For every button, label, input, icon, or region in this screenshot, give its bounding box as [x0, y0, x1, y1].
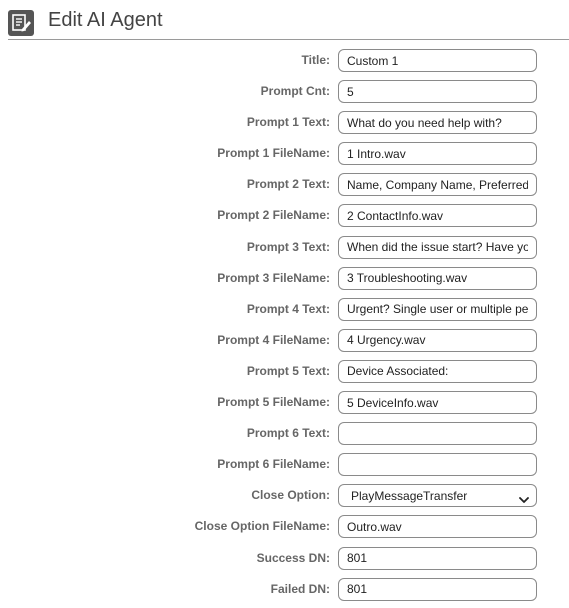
form-row-prompt-5-filename [0, 389, 569, 420]
failed-dn-label: Failed DN: [270, 581, 330, 596]
form-row-close-option [0, 482, 569, 513]
form-row-prompt-1-text [0, 109, 569, 140]
close-option-filename-input[interactable] [338, 515, 537, 538]
page-header [8, 6, 569, 40]
prompt-1-filename-label: Prompt 1 FileName: [217, 146, 330, 161]
form-row-title [0, 47, 569, 78]
prompt-3-filename-label: Prompt 3 FileName: [217, 270, 330, 285]
form-row-prompt-5-text [0, 358, 569, 389]
form-row-prompt-4-text [0, 296, 569, 327]
form-row-prompt-3-filename [0, 265, 569, 296]
prompt-6-text-label: Prompt 6 Text: [246, 426, 330, 441]
form-row-prompt-cnt [0, 78, 569, 109]
form-row-prompt-2-filename [0, 202, 569, 233]
form-row-prompt-6-filename [0, 451, 569, 482]
prompt-6-filename-label: Prompt 6 FileName: [217, 457, 330, 472]
prompt-5-text-label: Prompt 5 Text: [246, 363, 330, 378]
prompt-3-filename-input[interactable] [338, 267, 537, 290]
page-title: Edit AI Agent [48, 9, 163, 31]
close-option-label: Close Option: [251, 488, 330, 503]
prompt-2-text-input[interactable] [338, 173, 537, 196]
form-row-failed-dn [0, 576, 569, 607]
form-row-prompt-3-text [0, 234, 569, 265]
form-row-success-dn [0, 545, 569, 576]
agent-form [0, 47, 569, 607]
chevron-down-icon [519, 491, 529, 509]
prompt-cnt-input[interactable] [338, 80, 537, 103]
prompt-2-text-label: Prompt 2 Text: [246, 177, 330, 192]
form-row-prompt-1-filename [0, 140, 569, 171]
prompt-5-text-input[interactable] [338, 360, 537, 383]
prompt-5-filename-input[interactable] [338, 391, 537, 414]
edit-document-icon [8, 10, 34, 36]
title-input[interactable] [338, 49, 537, 72]
prompt-2-filename-label: Prompt 2 FileName: [217, 208, 330, 223]
prompt-1-text-label: Prompt 1 Text: [246, 115, 330, 130]
prompt-1-filename-input[interactable] [338, 142, 537, 165]
title-label: Title: [301, 53, 330, 67]
prompt-3-text-input[interactable] [338, 236, 537, 259]
prompt-4-filename-input[interactable] [338, 329, 537, 352]
prompt-2-filename-input[interactable] [338, 204, 537, 227]
form-row-close-option-filename [0, 513, 569, 544]
prompt-6-text-input[interactable] [338, 422, 537, 445]
form-row-prompt-4-filename [0, 327, 569, 358]
prompt-4-text-label: Prompt 4 Text: [246, 301, 330, 316]
prompt-4-text-input[interactable] [338, 298, 537, 321]
form-row-prompt-6-text [0, 420, 569, 451]
prompt-cnt-label: Prompt Cnt: [260, 84, 330, 99]
success-dn-input[interactable] [338, 547, 537, 570]
prompt-1-text-input[interactable] [338, 111, 537, 134]
success-dn-label: Success DN: [256, 550, 330, 565]
form-row-prompt-2-text [0, 171, 569, 202]
close-option-filename-label: Close Option FileName: [194, 519, 330, 534]
prompt-4-filename-label: Prompt 4 FileName: [217, 332, 330, 347]
prompt-5-filename-label: Prompt 5 FileName: [217, 395, 330, 410]
failed-dn-input[interactable] [338, 578, 537, 601]
close-option-select[interactable] [338, 484, 537, 507]
prompt-6-filename-input[interactable] [338, 453, 537, 476]
prompt-3-text-label: Prompt 3 Text: [246, 239, 330, 254]
close-option-selected-value: PlayMessageTransfer [351, 489, 468, 504]
